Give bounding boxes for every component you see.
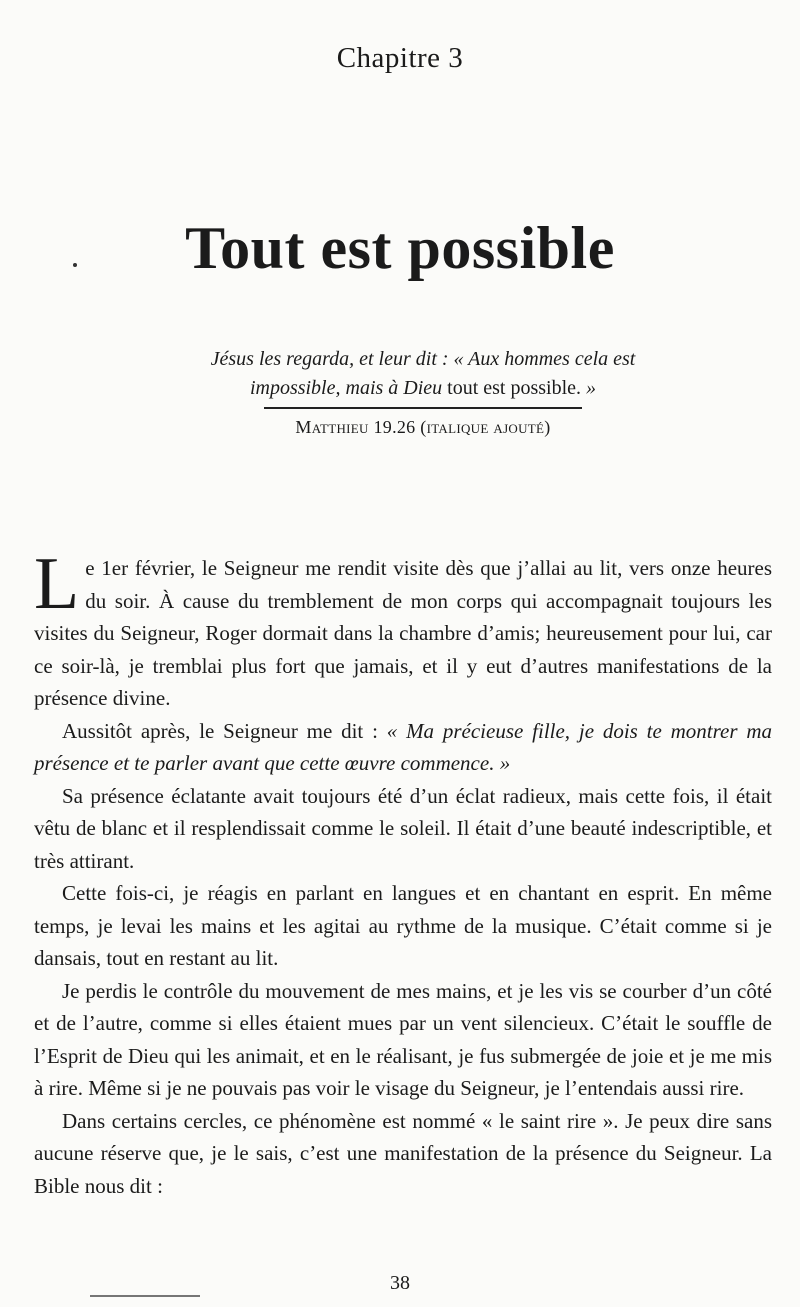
epigraph (200, 345, 646, 442)
epigraph-quote-close: » (581, 377, 597, 399)
paragraph-3: Sa présence éclatante avait toujours été d’un éclat radieux, mais cette fois, il était vêtu de blanc et il resplendissait comme le soleil. Il était d’une beauté indescriptible, et très attirant. (34, 783, 772, 873)
chapter-label: Chapitre 3 (336, 42, 464, 74)
epigraph-reference: Matthieu 19.26 (italique ajouté) (295, 417, 551, 437)
paragraph-6: Dans certains cercles, ce phénomène est nommé « le saint rire ». Je peux dire sans aucune réserve que, je le sais, c’est une manifestation de la présence du Seigneur. La Bible nous dit : (34, 1108, 772, 1198)
epigraph-quote (200, 345, 646, 403)
paragraph-5: Je perdis le contrôle du mouvement de mes mains, et je les vis se courber d’un côté et de l’autre, comme si elles étaient mues par un vent silencieux. C’était le souffle de l’Esprit de Dieu qui les animait, et en le réalisant, je fus submergée de joie et je me mis à rire. Même si je ne pouvais pas voir le visage du Seigneur, je l’entendais aussi rire. (34, 978, 772, 1100)
paragraph-1-text: e 1er février, le Seigneur me rendit visite dès que j’allai au lit, vers onze heures du soir. À cause du tremblement de mon corps qui accompagnait toujours les visites du Seigneur, Roger dormait dans la chambre d’amis; heureusement pour lui, car ce soir-là, je tremblai plus fort que jamais, et il y eut d’autres manifestations de la présence divine. (34, 556, 772, 710)
epigraph-rule (264, 407, 582, 409)
paragraph-1 (34, 543, 772, 715)
page-number: 38 (390, 1272, 410, 1294)
scan-speck (73, 263, 77, 267)
paragraph-4: Cette fois-ci, je réagis en parlant en langues et en chantant en esprit. En même temps, je levai les mains et les agitai au rythme de la musique. C’était comme si je dansais, tout en restant au lit. (34, 881, 772, 970)
paragraph-2-quote: « Ma précieuse fille, je dois te montrer ma présence et te parler avant que cette œuvre commence. » (34, 718, 773, 775)
chapter-title: Tout est possible (185, 215, 615, 281)
drop-cap: L (34, 543, 80, 625)
epigraph-quote-emphasis: tout est possible. (447, 377, 582, 399)
paragraph-2-lead: Aussitôt après, le Seigneur me dit : (62, 718, 387, 743)
scan-artifact-line (90, 1295, 200, 1297)
body-text (34, 543, 773, 1202)
epigraph-quote-italic: Jésus les regarda, et leur dit : « Aux hommes cela est impossible, mais à Dieu (210, 348, 636, 399)
paragraph-2 (34, 715, 772, 780)
